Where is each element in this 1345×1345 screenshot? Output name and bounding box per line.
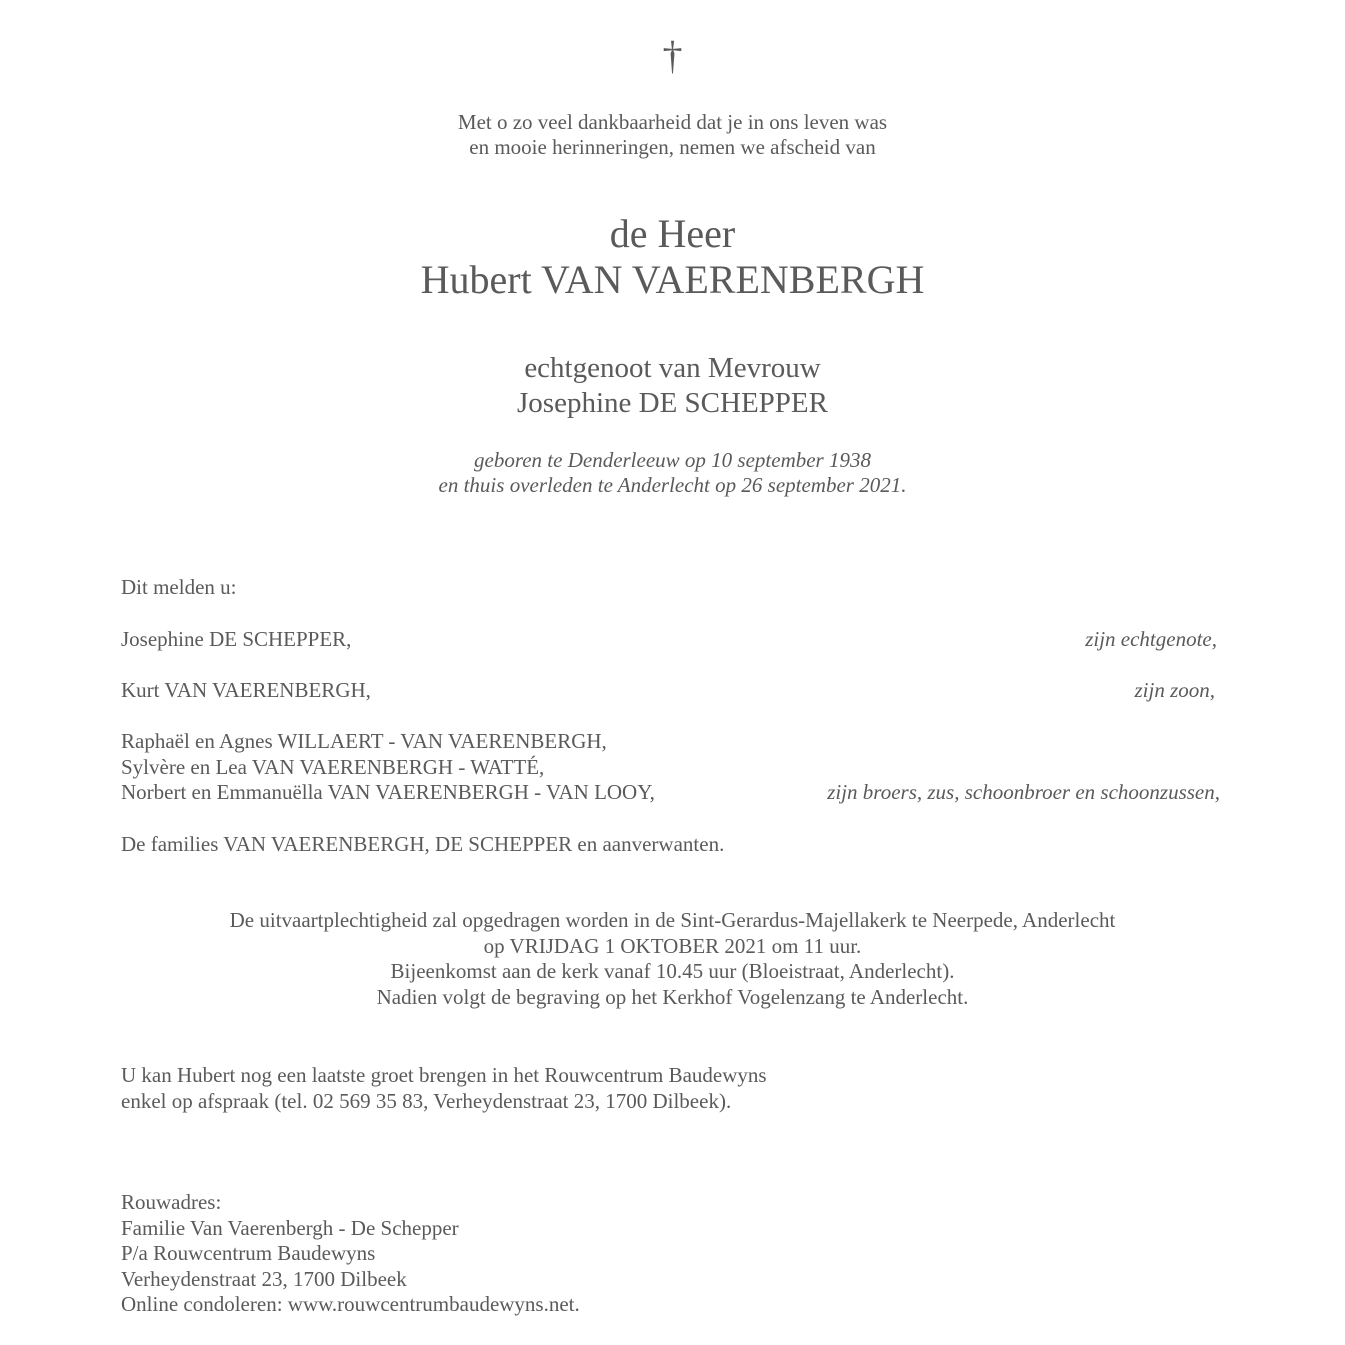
visit-line-1: U kan Hubert nog een laatste groet brengen in het Rouwcentrum Baudewyns bbox=[121, 1063, 767, 1087]
family-son-relation: zijn zoon, bbox=[1134, 678, 1215, 702]
intro-line-1: Met o zo veel dankbaarheid dat je in ons leven was bbox=[457, 110, 888, 134]
birth-line: geboren te Denderleeuw op 10 september 1938 bbox=[474, 448, 871, 472]
family-siblings bbox=[121, 729, 655, 806]
address-line-1: Familie Van Vaerenbergh - De Schepper bbox=[121, 1215, 459, 1240]
family-son-name: Kurt VAN VAERENBERGH, bbox=[121, 678, 371, 702]
ceremony-line-3: Bijeenkomst aan de kerk vanaf 10.45 uur (Bloeistraat, Anderlecht). bbox=[390, 959, 955, 983]
address-line-2: P/a Rouwcentrum Baudewyns bbox=[121, 1241, 376, 1265]
life-dates bbox=[0, 448, 1345, 498]
deceased-name: Hubert VAN VAERENBERGH bbox=[420, 257, 925, 302]
intro-line-2: en mooie herinneringen, nemen we afscheid van bbox=[469, 135, 876, 159]
ceremony-line-1: De uitvaartplechtigheid zal opgedragen worden in de Sint-Gerardus-Majellakerk te Neerpede, Anderlecht bbox=[229, 908, 1116, 932]
address-label: Rouwadres: bbox=[121, 1190, 222, 1214]
visit-line-2: enkel op afspraak (tel. 02 569 35 83, Verheydenstraat 23, 1700 Dilbeek). bbox=[121, 1088, 732, 1113]
family-wife-relation: zijn echtgenote, bbox=[1085, 627, 1217, 651]
spouse-line-1: echtgenoot van Mevrouw bbox=[524, 352, 821, 384]
honorific: de Heer bbox=[609, 211, 736, 256]
ceremony-info bbox=[0, 908, 1345, 1010]
ceremony-line-4: Nadien volgt de begraving op het Kerkhof Vogelenzang te Anderlecht. bbox=[376, 984, 969, 1009]
family-siblings-relation: zijn broers, zus, schoonbroer en schoonzussen, bbox=[827, 780, 1220, 804]
intro-text bbox=[0, 110, 1345, 160]
cross-icon: † bbox=[662, 33, 683, 78]
visit-info bbox=[121, 1063, 767, 1114]
mourning-address bbox=[121, 1190, 580, 1318]
address-line-3: Verheydenstraat 23, 1700 Dilbeek bbox=[121, 1266, 407, 1291]
family-wife-name: Josephine DE SCHEPPER, bbox=[121, 627, 352, 651]
death-line: en thuis overleden te Anderlecht op 26 september 2021. bbox=[438, 473, 907, 497]
sibling-line: Sylvère en Lea VAN VAERENBERGH - WATTÉ, bbox=[121, 754, 545, 779]
sibling-line: Raphaël en Agnes WILLAERT - VAN VAERENBERGH, bbox=[121, 729, 607, 753]
spouse-line-2: Josephine DE SCHEPPER bbox=[517, 387, 828, 419]
announcement-intro: Dit melden u: bbox=[121, 575, 237, 599]
ceremony-line-2: op VRIJDAG 1 OKTOBER 2021 om 11 uur. bbox=[483, 933, 862, 958]
address-line-4: Online condoleren: www.rouwcentrumbaudewyns.net. bbox=[121, 1292, 580, 1316]
family-families: De families VAN VAERENBERGH, DE SCHEPPER en aanverwanten. bbox=[121, 832, 725, 856]
sibling-line: Norbert en Emmanuëlla VAN VAERENBERGH - VAN LOOY, bbox=[121, 780, 655, 804]
